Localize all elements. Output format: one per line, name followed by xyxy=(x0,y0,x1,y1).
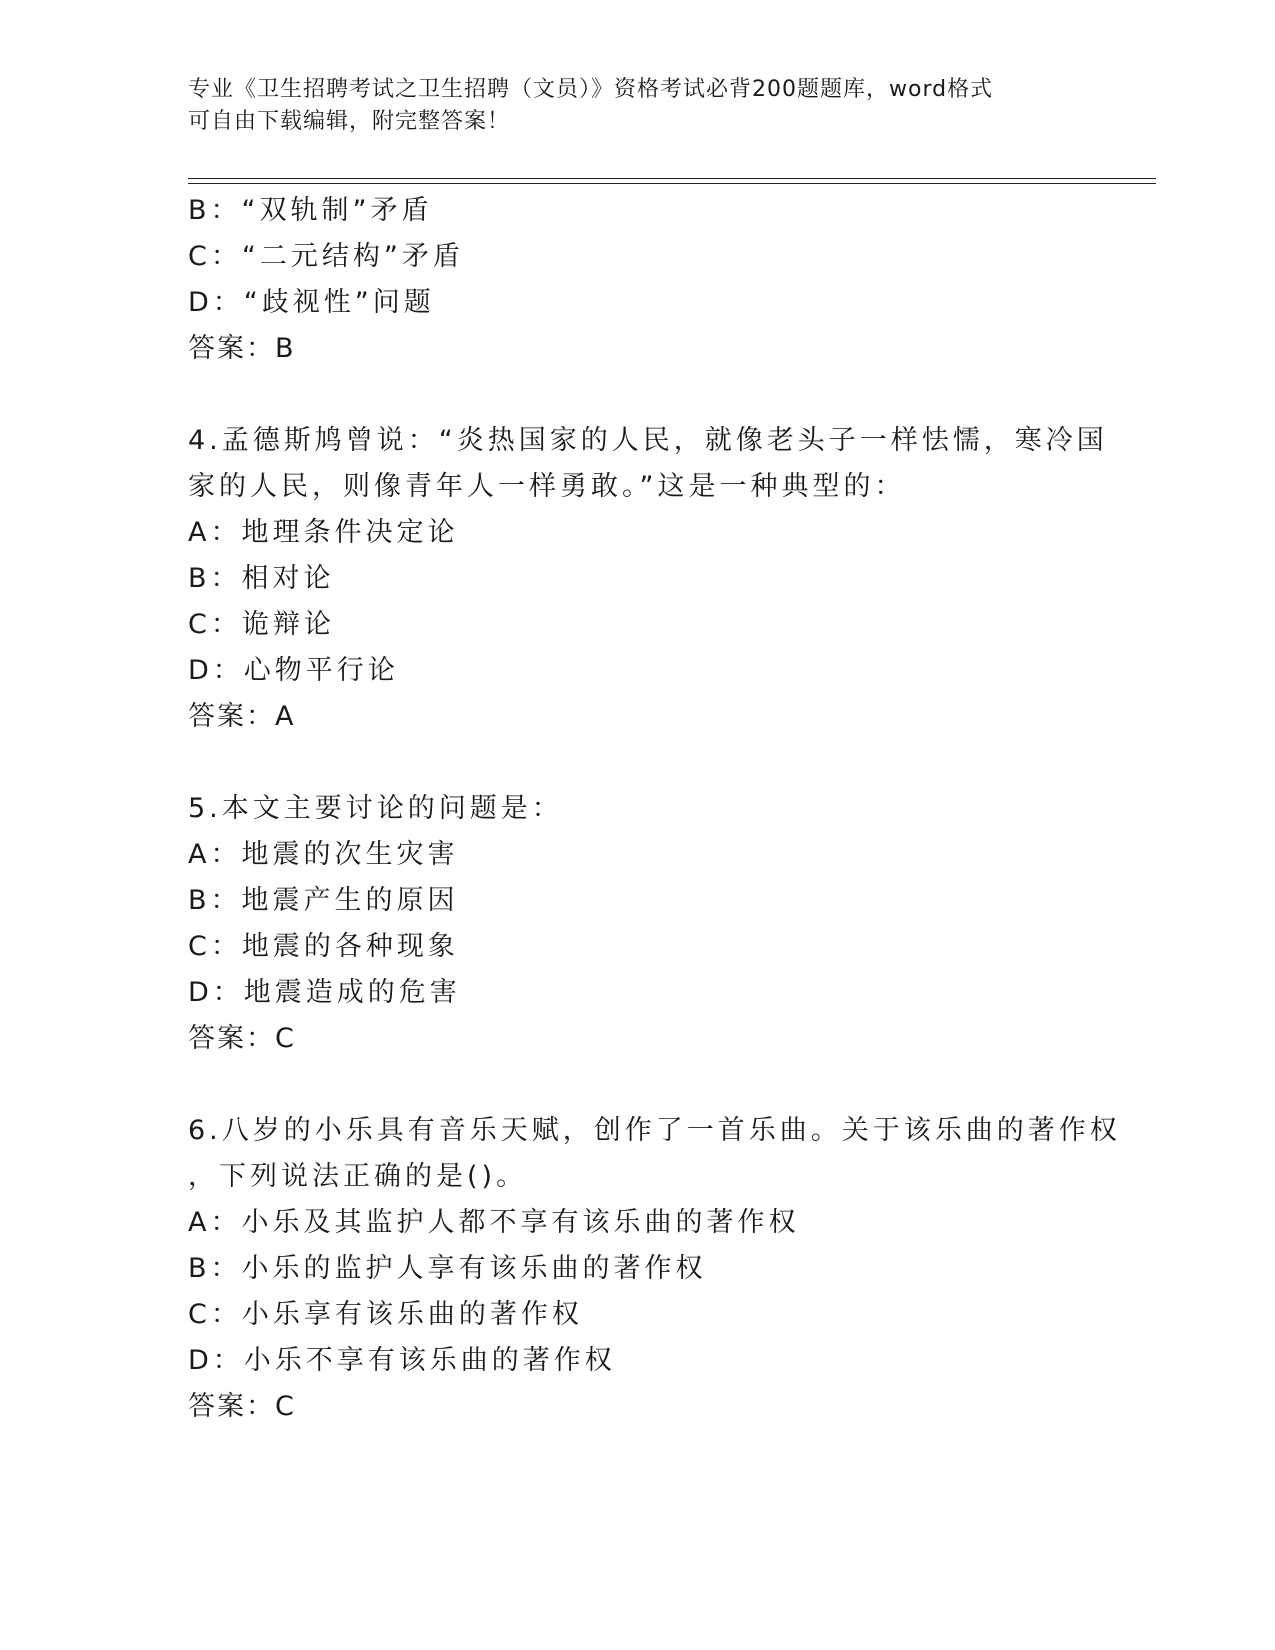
document-header xyxy=(188,74,1088,138)
option-a: A：地震的次生灾害 xyxy=(188,839,459,870)
question-stem: 5.本文主要讨论的问题是： xyxy=(188,793,563,824)
question-stem-continued: 家的人民，则像青年人一样勇敢。”这是一种典型的： xyxy=(188,471,906,502)
answer: 答案：A xyxy=(188,701,296,732)
option-d: D：“歧视性”问题 xyxy=(188,287,435,318)
header-line-1: 专业《卫生招聘考试之卫生招聘（文员）》资格考试必背200题题库，word格式 xyxy=(188,77,994,102)
question-stem: 4.孟德斯鸠曾说：“炎热国家的人民，就像老头子一样怯懦，寒冷国 xyxy=(188,425,1108,456)
question-6 xyxy=(188,1108,1121,1430)
option-b: B：小乐的监护人享有该乐曲的著作权 xyxy=(188,1253,707,1284)
option-a: A：地理条件决定论 xyxy=(188,517,459,548)
option-c: C：“二元结构”矛盾 xyxy=(188,241,464,272)
option-d: D：小乐不享有该乐曲的著作权 xyxy=(188,1345,616,1376)
question-3-tail xyxy=(188,188,1088,372)
question-stem-continued: ，下列说法正确的是()。 xyxy=(188,1161,528,1192)
question-5 xyxy=(188,786,1088,1062)
spacer xyxy=(188,1062,1088,1108)
option-d: D：地震造成的危害 xyxy=(188,977,461,1008)
header-divider-top xyxy=(188,178,1156,179)
question-list xyxy=(188,188,1121,1430)
question-stem: 6.八岁的小乐具有音乐天赋，创作了一首乐曲。关于该乐曲的著作权 xyxy=(188,1115,1121,1146)
spacer xyxy=(188,372,1088,418)
option-c: C：地震的各种现象 xyxy=(188,931,459,962)
option-c: C：诡辩论 xyxy=(188,609,335,640)
header-divider-bottom xyxy=(188,183,1156,184)
option-b: B：地震产生的原因 xyxy=(188,885,459,916)
header-line-2: 可自由下载编辑，附完整答案！ xyxy=(188,109,511,134)
option-b: B：“双轨制”矛盾 xyxy=(188,195,433,226)
option-c: C：小乐享有该乐曲的著作权 xyxy=(188,1299,583,1330)
spacer xyxy=(188,740,1088,786)
question-4 xyxy=(188,418,1108,740)
answer: 答案：C xyxy=(188,1391,296,1422)
option-a: A：小乐及其监护人都不享有该乐曲的著作权 xyxy=(188,1207,800,1238)
answer: 答案：C xyxy=(188,1023,296,1054)
option-b: B：相对论 xyxy=(188,563,335,594)
answer: 答案：B xyxy=(188,333,296,364)
option-d: D：心物平行论 xyxy=(188,655,399,686)
